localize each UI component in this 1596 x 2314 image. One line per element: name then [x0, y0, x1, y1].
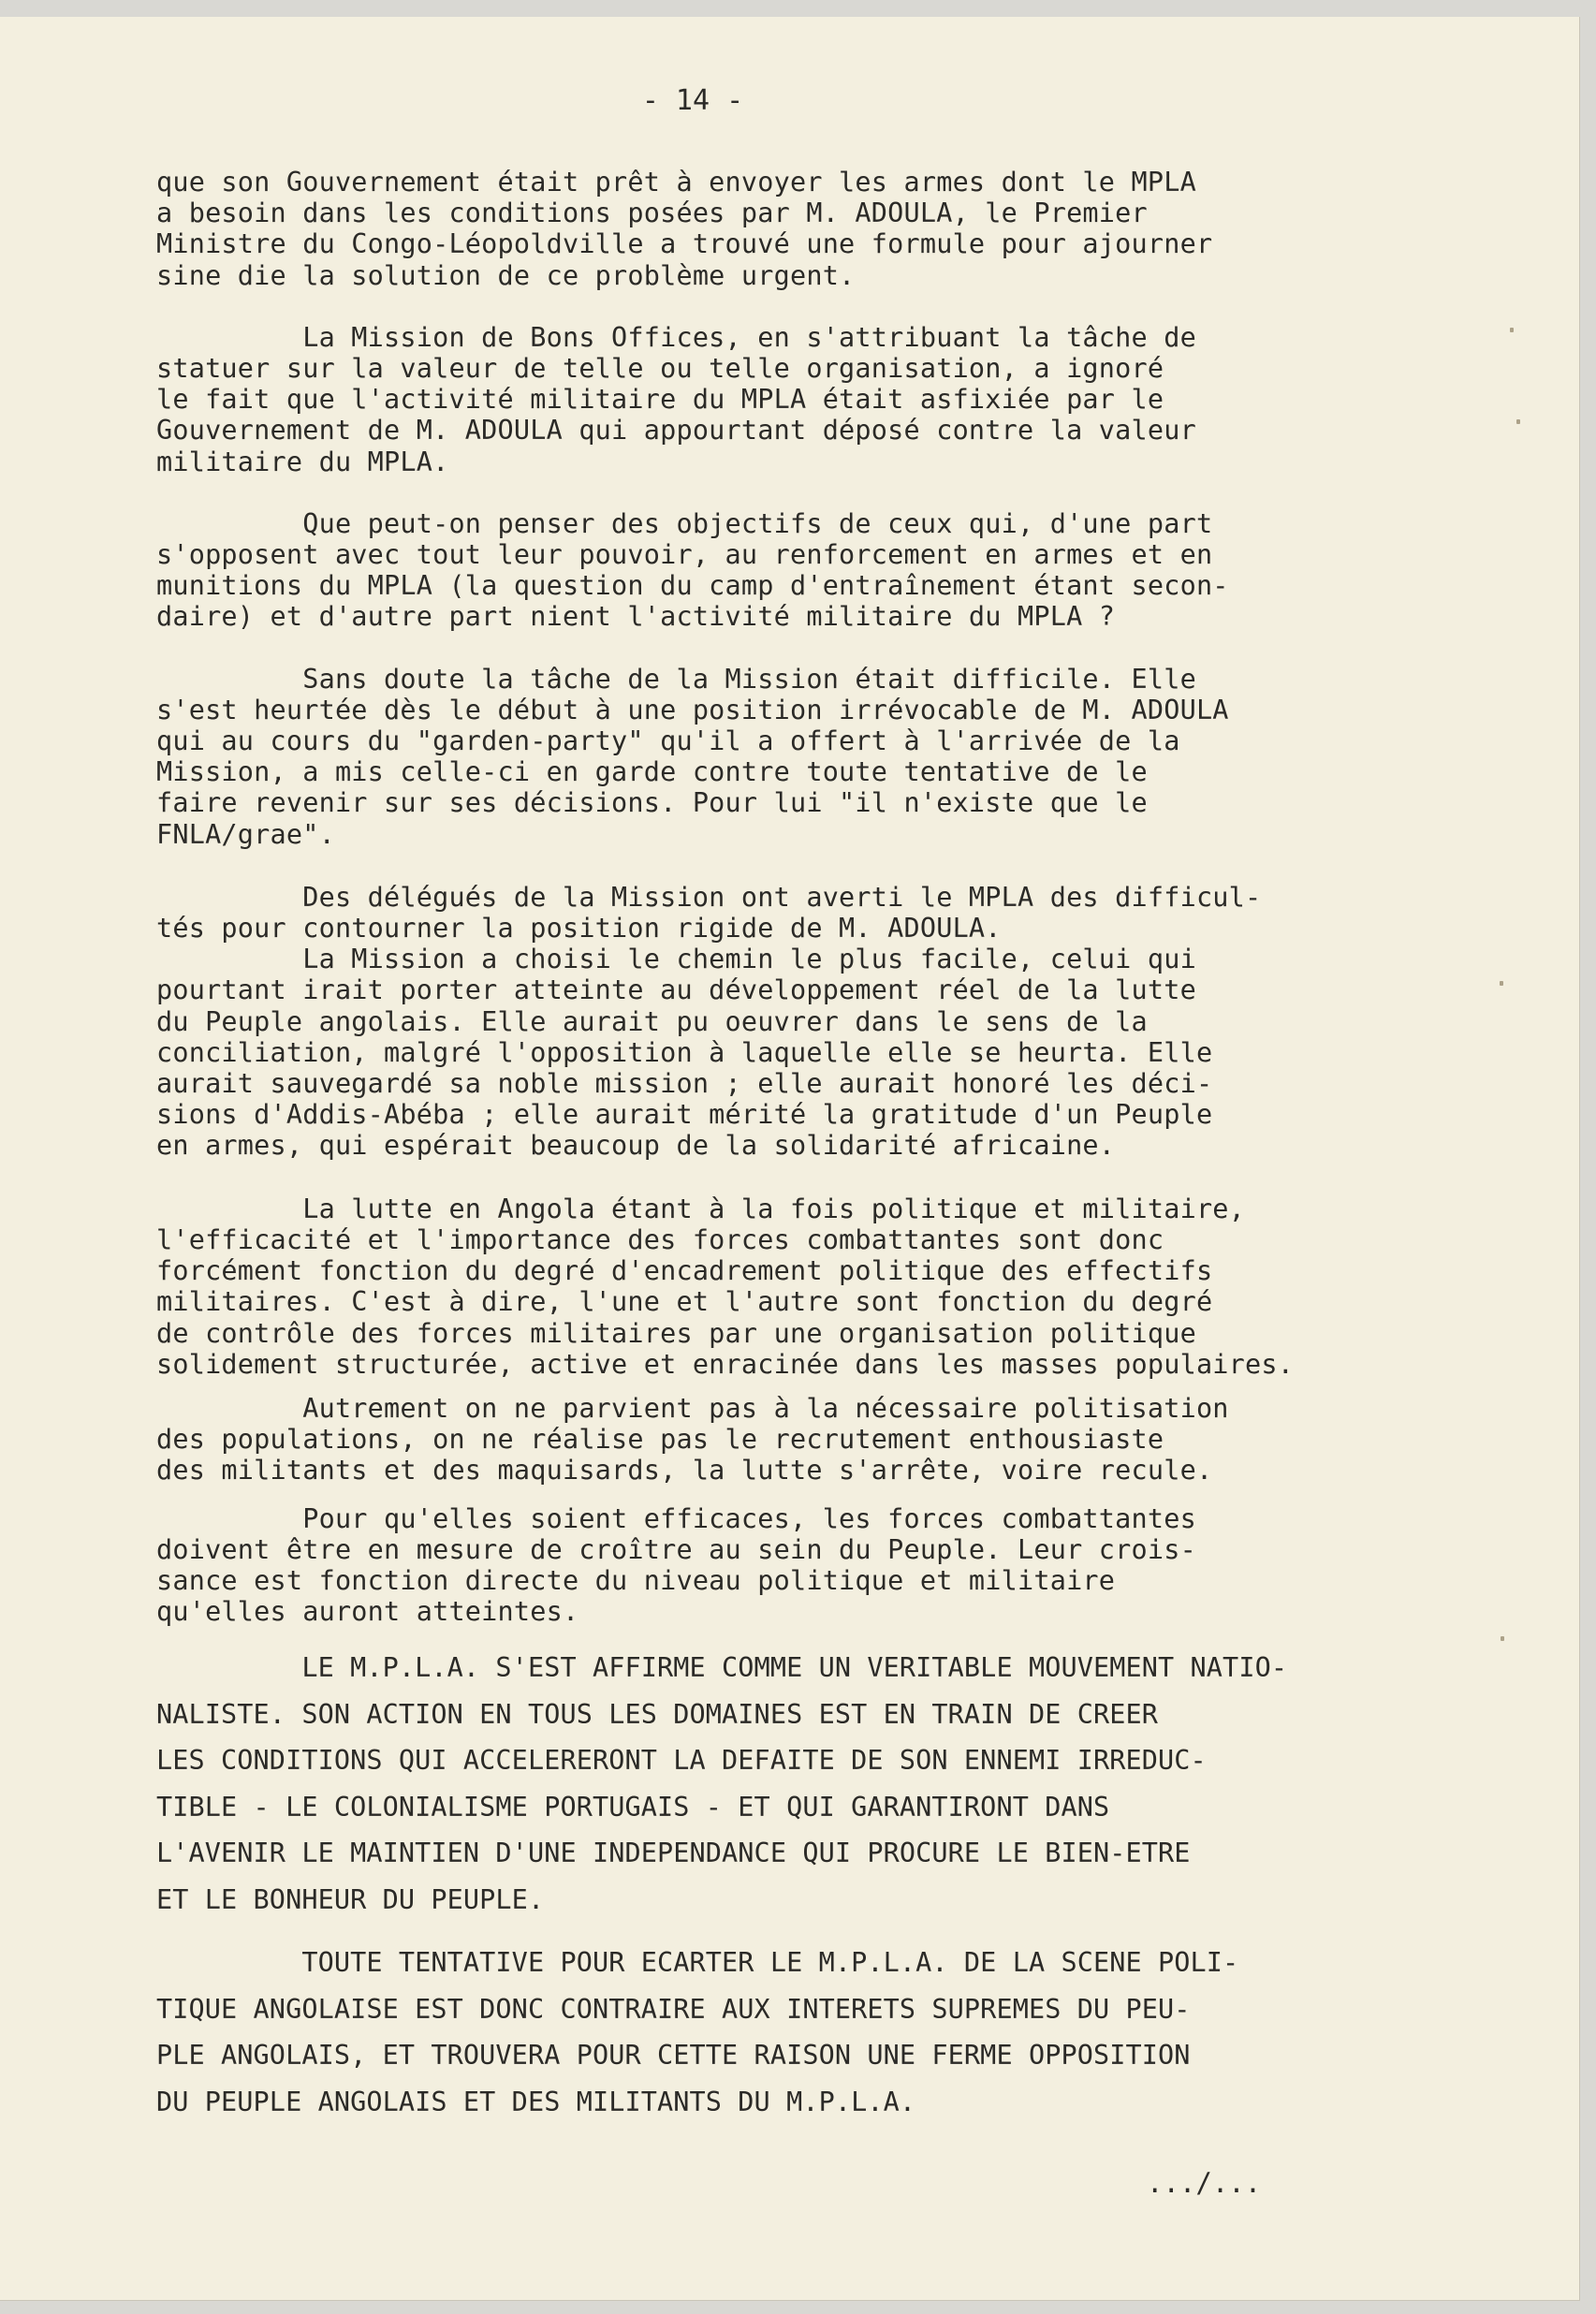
paragraph: Des délégués de la Mission ont averti le MPLA des difficul- tés pour contourner la position rigide de M. ADOULA. — [156, 881, 1262, 945]
paragraph: Que peut-on penser des objectifs de ceux qui, d'une part s'opposent avec tout leur pouvoir, au renforcement en armes et en munitions du MPLA (la question du camp d'entraînement étant secon- daire) et d'autre part nient l'activité militaire du MPLA ? — [156, 507, 1229, 633]
uppercase-paragraph: LE M.P.L.A. S'EST AFFIRME COMME UN VERITABLE MOUVEMENT NATIO- NALISTE. SON ACTION EN TOUS LES DOMAINES EST EN TRAIN DE CREER LES CONDITIONS QUI ACCELERERONT LA DEFAITE DE SON ENNEMI IRREDUC- TIBLE - LE COLONIALISME PORTUGAIS - ET QUI GARANTIRONT DANS L'AVENIR LE MAINTIEN D'UNE INDEPENDANCE QUI PROCURE LE BIEN-ETRE ET LE BONHEUR DU PEUPLE. — [156, 1652, 1288, 1915]
uppercase-paragraph: TOUTE TENTATIVE POUR ECARTER LE M.P.L.A. DE LA SCENE POLI- TIQUE ANGOLAISE EST DONC CONTRAIRE AUX INTERETS SUPREMES DU PEU- PLE ANGOLAIS, ET TROUVERA POUR CETTE RAISON UNE FERME OPPOSITION DU PEUPLE ANGOLAIS ET DES MILITANTS DU M.P.L.A. — [156, 1947, 1239, 2117]
paragraph: Sans doute la tâche de la Mission était difficile. Elle s'est heurtée dès le début à une position irrévocable de M. ADOULA qui au cours du "garden-party" qu'il a offert à l'arrivée de la Mission, a mis celle-ci en garde contre toute tentative de le faire revenir sur ses décisions. Pour lui "il n'existe que le FNLA/grae". — [156, 663, 1229, 850]
document-page — [0, 17, 1580, 2301]
paper-speck — [1501, 1636, 1504, 1641]
paper-speck — [1516, 419, 1520, 424]
paper-speck — [1500, 981, 1503, 986]
paper-speck — [1510, 328, 1514, 332]
continued-marker: .../... — [1147, 2167, 1262, 2199]
paragraph: La Mission de Bons Offices, en s'attribuant la tâche de statuer sur la valeur de telle ou telle organisation, a ignoré le fait que l'activité militaire du MPLA était asfixiée par le Gouvernement de M. ADOULA qui appourtant déposé contre la valeur militaire du MPLA. — [156, 321, 1196, 477]
document-body — [156, 167, 1401, 2125]
paragraph: Autrement on ne parvient pas à la nécessaire politisation des populations, on ne réalise pas le recrutement enthousiaste des militants et des maquisards, la lutte s'arrête, voire recule. — [156, 1392, 1229, 1487]
paragraph: que son Gouvernement était prêt à envoyer les armes dont le MPLA a besoin dans les conditions posées par M. ADOULA, le Premier Ministre du Congo-Léopoldville a trouvé une formule pour ajourner sine die la solution de ce problème urgent. — [156, 167, 1213, 291]
paragraph: La Mission a choisi le chemin le plus facile, celui qui pourtant irait porter atteinte au développement réel de la lutte du Peuple angolais. Elle aurait pu oeuvrer dans le sens de la conciliation, malgré l'opposition à laquelle elle se heurta. Elle aurait sauvegardé sa noble mission ; elle aurait honoré les déci- sions d'Addis-Abéba ; elle aurait mérité la gratitude d'un Peuple en armes, qui espérait beaucoup de la solidarité africaine. — [156, 944, 1213, 1162]
page-number: - 14 - — [641, 84, 744, 117]
paragraph: La lutte en Angola étant à la fois politique et militaire, l'efficacité et l'importance des forces combattantes sont donc forcément fonction du degré d'encadrement politique des effectifs militaires. C'est à dire, l'une et l'autre sont fonction du degré de contrôle des forces militaires par une organisation politique solidement structurée, active et enracinée dans les masses populaires. — [156, 1193, 1295, 1380]
paragraph: Pour qu'elles soient efficaces, les forces combattantes doivent être en mesure de croître au sein du Peuple. Leur crois- sance est fonction directe du niveau politique et militaire qu'elles auront atteintes. — [156, 1502, 1196, 1628]
